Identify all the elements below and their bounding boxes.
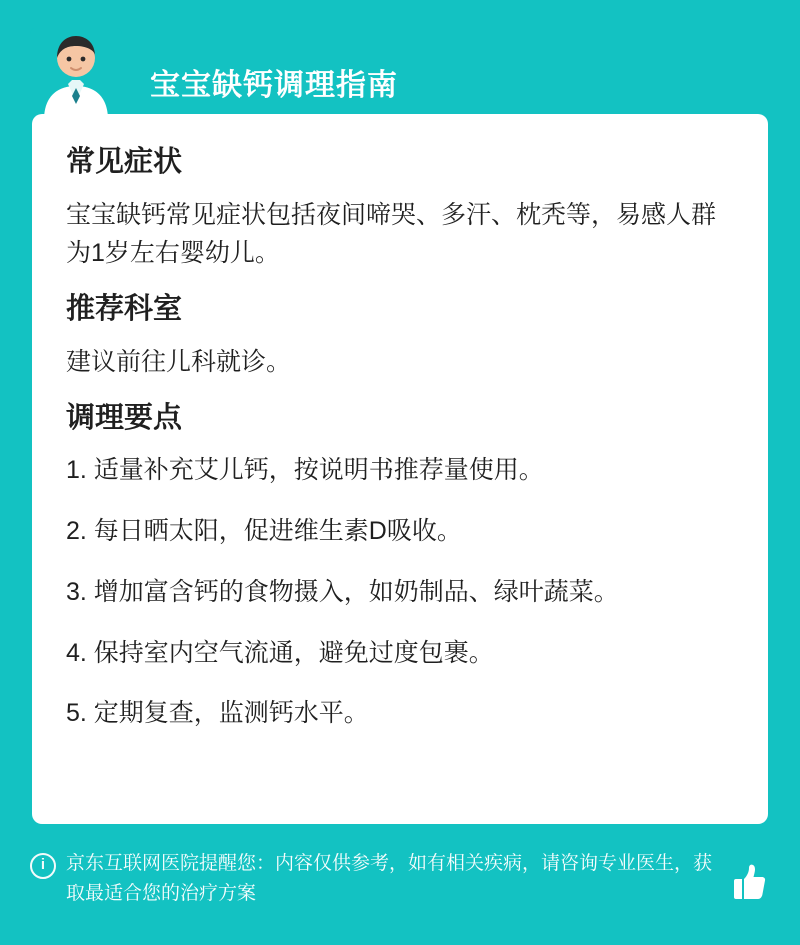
care-step-4: 4. 保持室内空气流通，避免过度包裹。 — [66, 638, 494, 667]
page-title: 宝宝缺钙调理指南 — [150, 69, 398, 102]
section-heading-department: 推荐科室 — [66, 293, 183, 326]
content-card — [32, 114, 768, 824]
page-header — [22, 18, 778, 104]
footer-disclaimer-bar — [0, 833, 800, 945]
care-step-3: 3. 增加富含钙的食物摄入，如奶制品、绿叶蔬菜。 — [66, 577, 619, 606]
section-text-department: 建议前往儿科就诊。 — [66, 347, 292, 376]
care-step-5: 5. 定期复查，监测钙水平。 — [66, 699, 369, 728]
doctor-avatar-icon — [30, 28, 122, 120]
thumbs-up-icon — [724, 859, 770, 905]
care-step-2: 2. 每日晒太阳，促进维生素D吸收。 — [66, 517, 462, 546]
info-icon: i — [30, 853, 56, 879]
section-heading-careplan: 调理要点 — [66, 401, 183, 434]
section-text-symptoms: 宝宝缺钙常见症状包括夜间啼哭、多汗、枕秃等，易感人群为1岁左右婴幼儿。 — [66, 200, 717, 268]
section-heading-symptoms: 常见症状 — [66, 146, 183, 178]
care-step-1: 1. 适量补充艾儿钙，按说明书推荐量使用。 — [66, 456, 544, 485]
disclaimer-text: 京东互联网医院提醒您：内容仅供参考，如有相关疾病，请咨询专业医生，获取最适合您的治疗方案 — [66, 853, 713, 905]
